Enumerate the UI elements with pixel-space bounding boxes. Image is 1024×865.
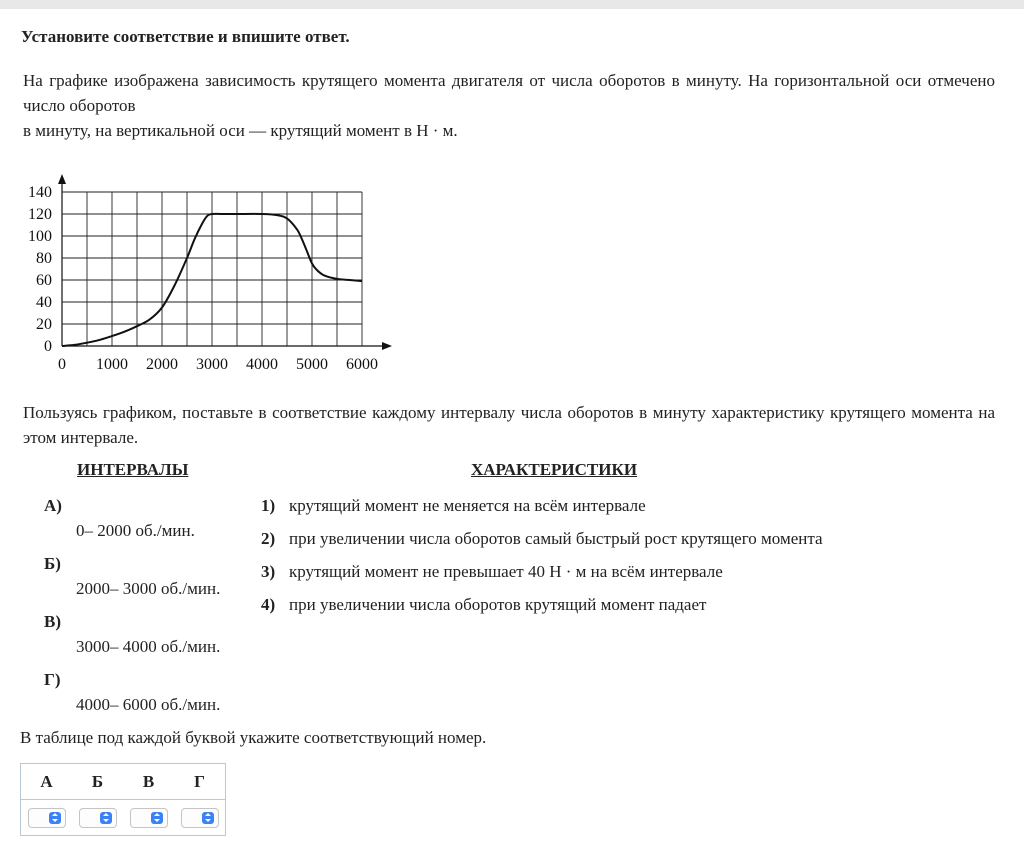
answer-cell-v — [123, 800, 174, 836]
y-tick-label: 80 — [36, 250, 52, 267]
answer-column-b: Б — [72, 764, 123, 800]
answer-column-v: В — [123, 764, 174, 800]
answer-select-b[interactable] — [79, 808, 117, 828]
x-tick-label: 2000 — [146, 356, 178, 373]
interval-text-a: 0– 2000 об./мин. — [76, 521, 195, 540]
x-tick-label: 0 — [58, 356, 66, 373]
intro-line-1: На графике изображена зависимость крутящего момента двигателя от числа оборотов в минуту. На горизонтальной оси отмечено число оборотов — [23, 71, 995, 115]
answer-cell-b — [72, 800, 123, 836]
select-arrows-icon — [100, 812, 112, 824]
x-tick-label: 1000 — [96, 356, 128, 373]
y-tick-label: 40 — [36, 294, 52, 311]
y-tick-label: 140 — [28, 184, 52, 201]
answer-select-v[interactable] — [130, 808, 168, 828]
interval-text-g: 4000– 6000 об./мин. — [76, 695, 221, 714]
torque-chart — [18, 170, 398, 380]
top-bar — [0, 0, 1024, 9]
characteristic-num-2: 2) — [261, 529, 276, 548]
question-paragraph: Пользуясь графиком, поставьте в соответствие каждому интервалу числа оборотов в минуту характеристику крутящего момента на этом интервале. — [23, 403, 995, 447]
characteristic-text-1: крутящий момент не меняется на всём интервале — [289, 496, 646, 515]
table-instruction: В таблице под каждой буквой укажите соответствующий номер. — [20, 728, 487, 747]
interval-text-v: 3000– 4000 об./мин. — [76, 637, 221, 656]
y-axis-arrow-icon — [58, 174, 66, 184]
answer-column-g: Г — [174, 764, 226, 800]
intervals-header: ИНТЕРВАЛЫ — [77, 460, 189, 479]
x-tick-label: 6000 — [346, 356, 378, 373]
characteristic-num-3: 3) — [261, 562, 276, 581]
characteristic-text-4: при увеличении числа оборотов крутящий момент падает — [289, 595, 707, 614]
select-arrows-icon — [49, 812, 61, 824]
y-tick-label: 20 — [36, 316, 52, 333]
interval-letter-g: Г) — [44, 670, 61, 689]
y-tick-label: 120 — [28, 206, 52, 223]
select-arrows-icon — [202, 812, 214, 824]
answer-column-a: А — [21, 764, 73, 800]
characteristic-num-4: 4) — [261, 595, 276, 614]
select-arrows-icon — [151, 812, 163, 824]
y-tick-label: 60 — [36, 272, 52, 289]
answer-cell-a — [21, 800, 73, 836]
y-tick-label: 100 — [28, 228, 52, 245]
interval-text-b: 2000– 3000 об./мин. — [76, 579, 221, 598]
characteristic-text-3: крутящий момент не превышает 40 Н · м на всём интервале — [289, 562, 723, 581]
interval-letter-v: В) — [44, 612, 61, 631]
answer-select-g[interactable] — [181, 808, 219, 828]
intro-paragraph — [23, 68, 995, 143]
x-tick-label: 5000 — [296, 356, 328, 373]
answer-select-a[interactable] — [28, 808, 66, 828]
y-tick-label: 0 — [44, 338, 52, 355]
x-tick-label: 3000 — [196, 356, 228, 373]
answer-table — [20, 763, 226, 836]
characteristic-text-2: при увеличении числа оборотов самый быстрый рост крутящего момента — [289, 529, 823, 548]
interval-letter-b: Б) — [44, 554, 61, 573]
interval-letter-a: А) — [44, 496, 62, 515]
intro-line-2: в минуту, на вертикальной оси — крутящий момент в Н · м. — [23, 121, 458, 140]
characteristic-num-1: 1) — [261, 496, 276, 515]
x-axis-arrow-icon — [382, 342, 392, 350]
characteristics-header: ХАРАКТЕРИСТИКИ — [471, 460, 638, 479]
task-title: Установите соответствие и впишите ответ. — [21, 27, 350, 46]
x-tick-label: 4000 — [246, 356, 278, 373]
answer-cell-g — [174, 800, 226, 836]
